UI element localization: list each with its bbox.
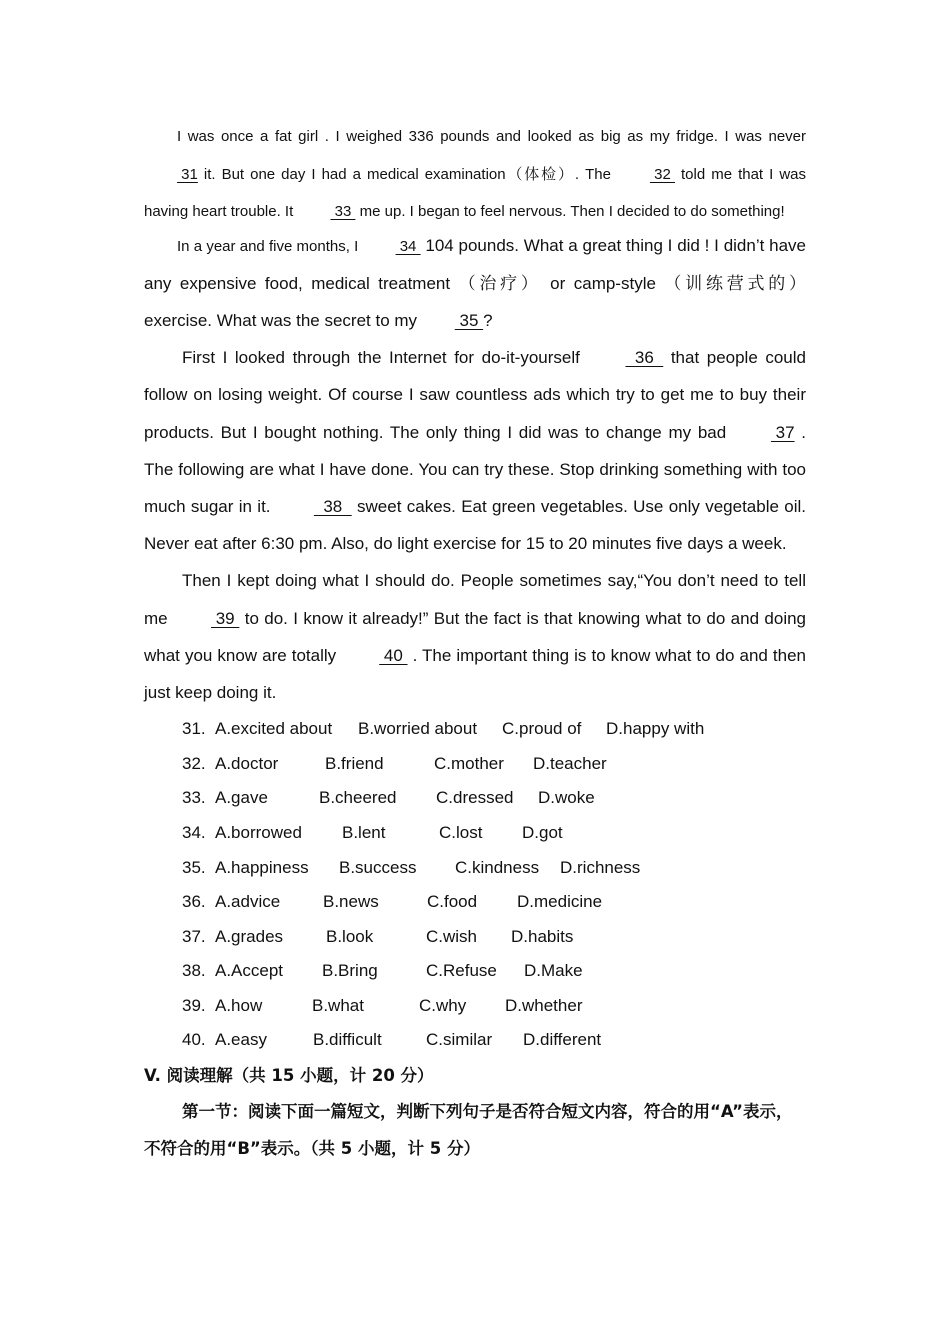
option-a: A.advice [215,892,281,912]
option-a: A.gave [215,788,268,808]
question-36 [144,885,806,920]
text-run: it. But one day I had a medical examination（体检）. The [197,165,617,183]
question-34 [144,816,806,851]
option-b: B.what [312,995,364,1015]
option-c: C.wish [426,926,478,946]
document-page [144,118,806,1167]
passage-paragraph-3 [144,339,806,562]
text-run: Then I kept doing what I should do. People sometimes say,“You don’t need to tell me [144,571,806,628]
question-33 [144,781,806,816]
blank-32: 32 [649,165,675,183]
option-a: A.how [215,995,263,1015]
passage-paragraph-4 [144,562,806,711]
option-b: B.Bring [322,961,378,981]
option-a: A.doctor [215,753,279,773]
blank-33: 33 [330,203,356,220]
option-b: B.look [326,926,374,946]
option-b: B.cheered [319,788,397,808]
option-b: B.difficult [313,1030,382,1050]
question-number: 33. [182,788,206,808]
blank-34: 34 [395,237,421,255]
option-c: C.proud of [502,719,582,739]
question-31 [144,712,806,747]
blank-37: 37 [770,422,795,442]
blank-38: 38 [313,496,352,516]
blank-40: 40 [379,645,408,665]
text-run: that people could follow on losing weight. Of course I saw countless ads which try to get me to buy their products. But I bought nothing. The only thing I did was to change my bad [144,348,806,442]
question-37 [144,920,806,955]
option-b: B.friend [325,753,384,773]
blank-35: 35 [454,310,484,330]
option-b: B.lent [342,822,386,842]
option-d: D.richness [560,857,641,877]
question-35 [144,851,806,886]
option-c: C.Refuse [426,961,497,981]
question-number: 39. [182,995,206,1015]
option-b: B.news [323,892,379,912]
option-c: C.dressed [436,788,514,808]
option-d: D.different [523,1030,602,1050]
passage-paragraph-1 [144,118,806,231]
option-b: B.success [339,857,417,877]
text-run: ? [483,310,493,330]
option-c: C.kindness [455,857,540,877]
text-run: me up. I began to feel nervous. Then I decided to do something! [355,203,785,220]
option-d: D.whether [505,995,583,1015]
option-c: C.similar [426,1030,493,1050]
text-run: told me that I was having heart trouble. It [144,165,806,220]
text-run: . The following are what I have done. You can try these. Stop drinking something with too much sugar in it. [144,422,806,516]
option-d: D.Make [524,961,583,981]
text-run: I was once a fat girl . I weighed 336 pounds and looked as big as my fridge. I was never [177,128,806,145]
blank-31: 31 [177,165,198,183]
question-number: 40. [182,1030,206,1050]
option-a: A.borrowed [215,822,302,842]
option-a: A.excited about [215,719,333,739]
section-v-part1-instructions: 第一节：阅读下面一篇短文，判断下列句子是否符合短文内容，符合的用“A”表示，不符合的用“B”表示。（共 5 小题，计 5 分） [144,1102,793,1158]
option-b: B.worried about [358,719,478,739]
text-run: First I looked through the Internet for do-it-yourself [182,348,588,368]
text-run: In a year and five months, I [177,237,363,255]
option-a: A.Accept [215,961,284,981]
option-a: A.easy [215,1030,267,1050]
text-run: . The important thing is to know what to do and then just keep doing it. [144,645,806,702]
question-number: 37. [182,926,206,946]
question-32 [144,747,806,782]
option-d: D.medicine [517,892,603,912]
option-d: D.habits [511,926,574,946]
question-number: 31. [182,719,206,739]
question-number: 32. [182,753,206,773]
option-c: C.why [419,995,467,1015]
text-run: to do. I know it already!” But the fact is that knowing what to do and doing what you know are totally [144,608,807,665]
question-number: 34. [182,822,206,842]
option-d: D.happy with [606,719,705,739]
passage-paragraph-2 [144,227,806,340]
option-c: C.mother [434,753,504,773]
question-40 [144,1023,806,1058]
option-d: D.teacher [533,753,607,773]
question-38 [144,954,806,989]
blank-39: 39 [211,608,240,628]
question-39 [144,989,806,1024]
blank-36: 36 [625,348,664,368]
question-number: 35. [182,857,206,877]
question-number: 36. [182,892,206,912]
options-list [144,712,806,1058]
option-c: C.food [427,892,478,912]
option-a: A.happiness [215,857,309,877]
option-a: A.grades [215,926,284,946]
section-v-heading: V. 阅读理解（共 15 小题，计 20 分） [144,1066,434,1086]
question-number: 38. [182,961,206,981]
text-run: sweet cakes. Eat green vegetables. Use only vegetable oil. Never eat after 6:30 pm. Also, do light exercise for 15 to 20 minutes five days a week. [144,496,807,554]
text-run: 104 pounds. What a great thing I did ! I didn’t have any expensive food, medical treatment （治疗） or camp-style （训练营式的）exercise. What was the secret to my [144,235,806,330]
option-d: D.woke [538,788,595,808]
option-c: C.lost [439,822,483,842]
option-d: D.got [522,822,563,842]
